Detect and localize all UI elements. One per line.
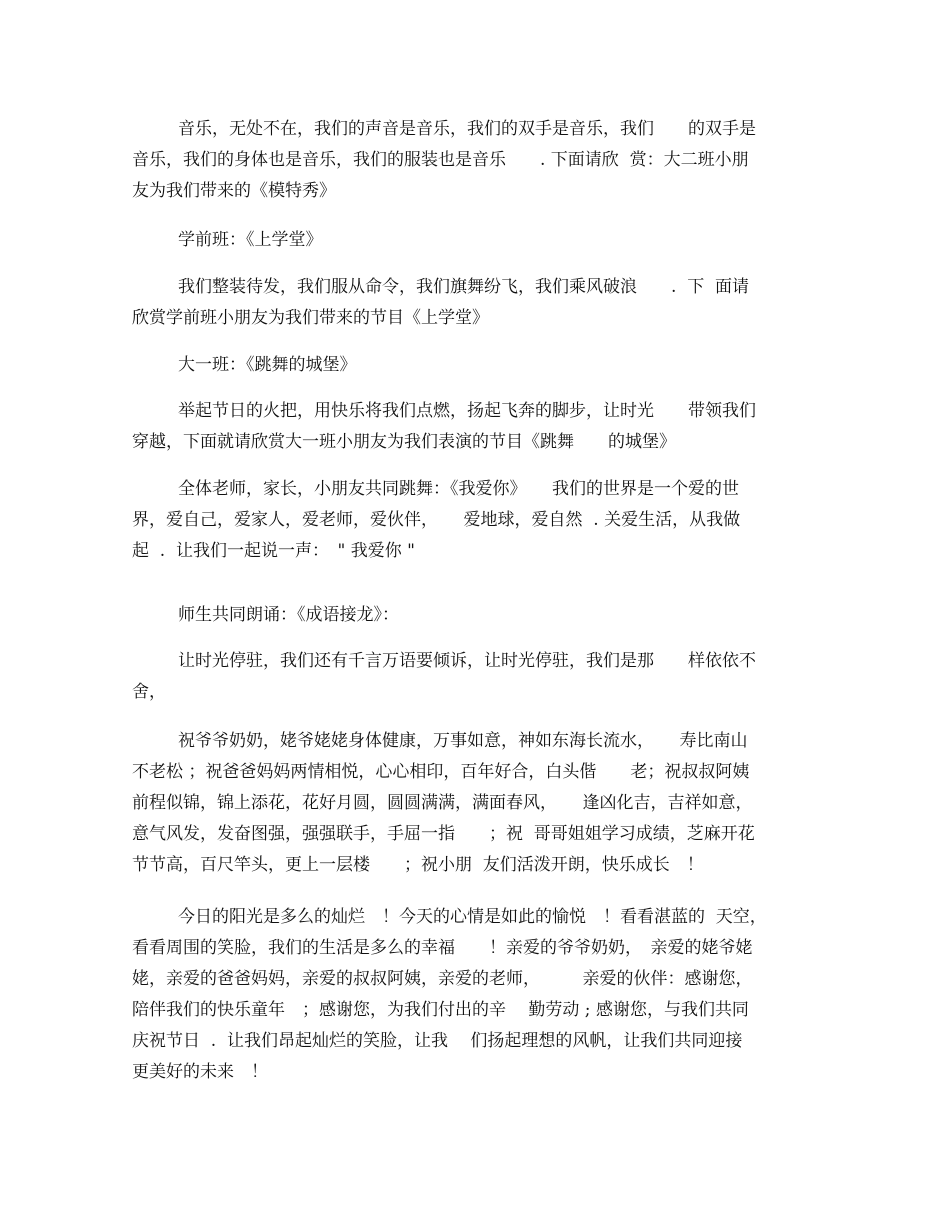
text-line: 舍， <box>132 682 166 702</box>
paragraph-6 <box>132 474 812 567</box>
text-line: 全体老师，家长，小朋友共同跳舞：《我爱你》 我们的世界是一个爱的世 <box>178 479 739 499</box>
text-line: 今日的阳光是多么的灿烂 ！今天的心情是如此的愉悦 ！看看湛蓝的 天空， <box>178 907 767 927</box>
paragraph-8 <box>132 646 812 708</box>
text-line: 学前班：《上学堂》 <box>178 230 323 250</box>
text-line: 大一班：《跳舞的城堡》 <box>178 355 357 375</box>
text-line: 庆祝节日 . 让我们昂起灿烂的笑脸，让我 们扬起理想的风帆，让我们共同迎接 <box>132 1031 743 1051</box>
text-line: 举起节日的火把，用快乐将我们点燃，扬起飞奔的脚步，让时光 带领我们 <box>178 401 756 421</box>
text-line: 友为我们带来的《模特秀》 <box>132 181 336 201</box>
text-line: 界，爱自己，爱家人，爱老师，爱伙伴， 爱地球，爱自然 . 关爱生活，从我做 <box>132 510 741 530</box>
paragraph-5 <box>132 396 812 458</box>
text-line: 前程似锦，锦上添花，花好月圆，圆圆满满，满面春风， 逢凶化吉，吉祥如意， <box>132 793 753 813</box>
text-line: 祝爷爷奶奶，姥爷姥姥身体健康，万事如意，神如东海长流水， 寿比南山 <box>178 731 748 751</box>
text-line: 师生共同朗诵：《成语接龙》： <box>178 605 399 625</box>
paragraph-10 <box>132 902 812 1088</box>
text-line: 欣赏学前班小朋友为我们带来的节目《上学堂》 <box>132 308 489 328</box>
text-line: 更美好的未来 ！ <box>132 1062 268 1082</box>
paragraph-1 <box>132 114 812 207</box>
text-line: 音乐，无处不在，我们的声音是音乐，我们的双手是音乐，我们 的双手是 <box>178 119 756 139</box>
text-line: 我们整装待发，我们服从命令，我们旗舞纷飞，我们乘风破浪 . 下 面请 <box>178 277 750 297</box>
text-line: 节节高，百尺竿头，更上一层楼 ；祝小朋 友们活泼开朗，快乐成长 ！ <box>132 855 704 875</box>
paragraph-7 <box>132 600 812 631</box>
paragraph-3 <box>132 272 812 334</box>
paragraph-9 <box>132 726 812 881</box>
text-line: 不老松 ；祝爸爸妈妈两情相悦，心心相印，百年好合，白头偕 老；祝叔叔阿姨 <box>132 762 750 782</box>
text-line: 穿越，下面就请欣赏大一班小朋友为我们表演的节目《跳舞 的城堡》 <box>132 432 676 452</box>
text-line: 姥，亲爱的爸爸妈妈，亲爱的叔叔阿姨，亲爱的老师， 亲爱的伙伴：感谢您， <box>132 969 753 989</box>
text-line: 陪伴我们的快乐童年 ；感谢您，为我们付出的辛 勤劳动 ; 感谢您，与我们共同 <box>132 1000 749 1020</box>
text-line: 音乐，我们的身体也是音乐，我们的服装也是音乐 . 下面请欣 赏：大二班小朋 <box>132 150 749 170</box>
text-line: 起 . 让我们一起说一声： " 我爱你 " <box>132 541 415 561</box>
text-line: 意气风发，发奋图强，强强联手，手屈一指 ；祝 哥哥姐姐学习成绩，芝麻开花 <box>132 824 755 844</box>
paragraph-2 <box>132 225 812 256</box>
text-line: 让时光停驻，我们还有千言万语要倾诉，让时光停驻，我们是那 样依依不 <box>178 651 756 671</box>
paragraph-4 <box>132 350 812 381</box>
text-line: 看看周围的笑脸，我们的生活是多么的幸福 ！亲爱的爷爷奶奶， 亲爱的姥爷姥 <box>132 938 753 958</box>
